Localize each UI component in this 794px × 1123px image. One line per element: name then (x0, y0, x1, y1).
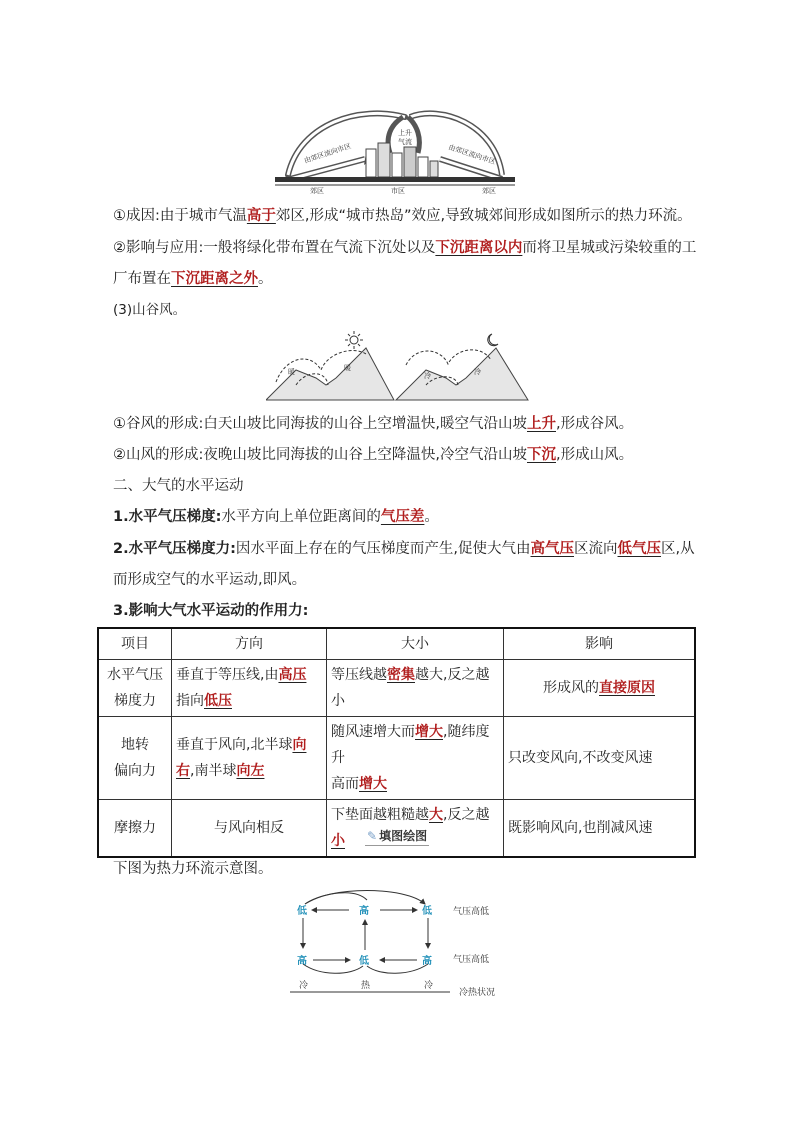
cell-direction: 垂直于等压线,由高压 指向低压 (172, 660, 327, 717)
label-pressure-top: 气压高低 (453, 907, 490, 917)
right-arrow-label: 由郊区流向市区 (447, 143, 497, 167)
top-mid-pressure: 高 (359, 906, 369, 917)
table-header-row (98, 628, 695, 660)
header-effect: 影响 (504, 628, 696, 660)
top-right-pressure: 低 (422, 906, 432, 917)
section-heading-horizontal: 二、大气的水平运动 (113, 478, 244, 494)
header-direction: 方向 (172, 628, 327, 660)
paragraph-gradient-force-2: 而形成空气的水平运动,即风。 (113, 572, 307, 588)
cell-item: 地转 偏向力 (98, 717, 172, 800)
paragraph-influence-2: 厂布置在下沉距离之外。 (113, 271, 273, 287)
answer-high-pressure: 高气压 (530, 541, 575, 557)
forces-table (97, 627, 696, 858)
ground-mid-temp: 热 (361, 981, 371, 991)
cell-effect: 形成风的直接原因 (504, 660, 696, 717)
bottom-left-pressure: 高 (297, 956, 307, 967)
answer-low-pressure: 低气压 (617, 541, 662, 557)
label-temp: 冷热状况 (459, 988, 496, 998)
cold-label-left: 冷 (424, 372, 431, 380)
answer-rise: 上升 (527, 416, 556, 432)
section-tag: ✎ 填图绘图 (365, 827, 429, 846)
answer-within-sink: 下沉距离以内 (435, 240, 523, 256)
ground-center-label: 市区 (391, 187, 405, 195)
ground-left-label: 郊区 (310, 187, 324, 195)
cell-magnitude: 下垫面越粗糙越大,反之越小 (327, 800, 504, 858)
thermal-circulation-figure (285, 888, 515, 1000)
top-left-pressure: 低 (297, 906, 307, 917)
cell-item: 摩擦力 (98, 800, 172, 858)
left-arrow-label: 由郊区流向市区 (303, 142, 353, 165)
city-heat-island-figure (270, 103, 520, 195)
heading-mountain-valley: (3)山谷风。 (113, 302, 187, 318)
updraft-label-2: 气流 (398, 138, 412, 146)
mountain-valley-figure (266, 330, 532, 402)
paragraph-pressure-gradient: 1.水平气压梯度:水平方向上单位距离间的气压差。 (113, 509, 439, 525)
paragraph-gradient-force-1: 2.水平气压梯度力:因水平面上存在的气压梯度而产生,促使大气由高气压区流向低气压区,从 (113, 541, 695, 557)
ground-right-temp: 冷 (424, 981, 434, 991)
paragraph-forces-heading: 3.影响大气水平运动的作用力: (113, 603, 309, 619)
paragraph-valley-wind: ①谷风的形成:白天山坡比同海拔的山谷上空增温快,暖空气沿山坡上升,形成谷风。 (113, 416, 634, 432)
warm-label-right: 暖 (344, 364, 351, 372)
cell-magnitude: 随风速增大而增大,随纬度升 高而增大 (327, 717, 504, 800)
paragraph-cause: ①成因:由于城市气温高于郊区,形成“城市热岛”效应,导致城郊间形成如图所示的热力环流。 (113, 208, 692, 224)
label-pressure-bottom: 气压高低 (453, 955, 490, 965)
paragraph-thermal-intro: 下图为热力环流示意图。 (113, 861, 273, 877)
header-magnitude: 大小 (327, 628, 504, 660)
paragraph-mountain-wind: ②山风的形成:夜晚山坡比同海拔的山谷上空降温快,冷空气沿山坡下沉,形成山风。 (113, 447, 634, 463)
ground-right-label: 郊区 (482, 187, 496, 195)
ground-left-temp: 冷 (299, 981, 309, 991)
answer-pressure-diff: 气压差 (380, 509, 425, 525)
answer-outside-sink: 下沉距离之外 (171, 271, 258, 287)
pencil-icon: ✎ (367, 829, 378, 843)
answer-higher: 高于 (246, 208, 276, 224)
cell-item: 水平气压 梯度力 (98, 660, 172, 717)
answer-sink: 下沉 (527, 447, 556, 463)
cell-effect: 既影响风向,也削减风速 (504, 800, 696, 858)
cell-effect: 只改变风向,不改变风速 (504, 717, 696, 800)
bottom-mid-pressure: 低 (359, 956, 369, 967)
bottom-right-pressure: 高 (422, 956, 432, 967)
cell-magnitude: 等压线越密集越大,反之越小 (327, 660, 504, 717)
warm-label-left: 暖 (288, 368, 295, 376)
updraft-label-1: 上升 (398, 129, 412, 137)
cell-direction: 与风向相反 (172, 800, 327, 858)
paragraph-influence-1: ②影响与应用:一般将绿化带布置在气流下沉处以及下沉距离以内而将卫星城或污染较重的工 (113, 240, 697, 256)
table-row (98, 717, 695, 800)
cell-direction: 垂直于风向,北半球向 右,南半球向左 (172, 717, 327, 800)
cold-label-right: 冷 (474, 368, 481, 376)
header-item: 项目 (98, 628, 172, 660)
table-row (98, 660, 695, 717)
